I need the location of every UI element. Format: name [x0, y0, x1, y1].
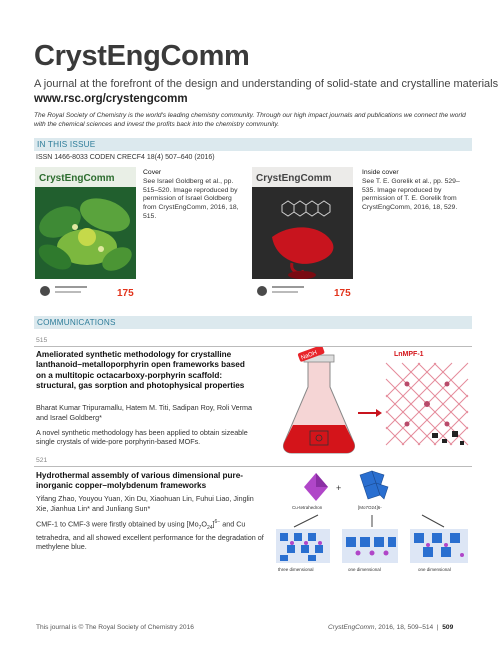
flask-tag-label: NaOH [300, 350, 319, 362]
dim-label: one dimensional [418, 567, 451, 572]
mo-cluster-label: [Mo7O24]6- [358, 505, 382, 510]
abstract-part: O [201, 519, 207, 529]
dim-label: one dimensional [348, 567, 381, 572]
abstract-subscript: 24 [206, 524, 213, 531]
front-cover-caption [143, 169, 247, 222]
front-cover-image[interactable] [35, 167, 136, 304]
cover-title-text: CrystEngComm [39, 173, 115, 184]
front-cover-text: See Israel Goldberg et al., pp. 515–520. Image reproduced by permission of Israel Goldberg from CrystEngComm, 2016, 18, 515. [143, 177, 239, 220]
rsc-statement: The Royal Society of Chemistry is the world's leading chemistry community. Through our high impact journals and publications we connect the world with the chemical sciences and invest the profits back into the chemistry community. [34, 112, 466, 128]
article-title-link[interactable]: Hydrothermal assembly of various dimensional pure-inorganic copper–molybdenum frameworks [36, 471, 244, 491]
cu-tetrahedron-label: Cu-tetrahedron [292, 505, 323, 510]
journal-title: CrystEngComm [34, 40, 250, 72]
article-1-graphic[interactable] [272, 347, 472, 459]
abstract-part: CMF-1 to CMF-3 were firstly obtained by using [Mo [36, 519, 199, 529]
communications-heading: COMMUNICATIONS [34, 316, 472, 329]
inside-cover-text: See T. E. Gorelik et al., pp. 529–535. Image reproduced by permission of T. E. Gorelik from CrystEngComm, 2016, 18, 529. [362, 177, 460, 212]
abstract-subscript: 7 [198, 524, 202, 531]
journal-url-link[interactable]: www.rsc.org/crystengcomm [34, 93, 188, 105]
issn-line: ISSN 1466-8033 CODEN CRECF4 18(4) 507–640 (2016) [36, 154, 215, 161]
framework-label: LnMPF-1 [394, 351, 424, 358]
journal-tagline: A journal at the forefront of the design and understanding of solid-state and crystalline materials [34, 78, 499, 90]
abstract-superscript: 6− [214, 519, 221, 525]
footer-citation: CrystEngComm, 2016, 18, 509–514 | 509 [328, 624, 454, 631]
article-title-link[interactable]: Ameliorated synthetic methodology for crystalline lanthanoid–metalloporphyrin open frameworks based on a multitopic octacarboxy-porphyrin scaffold: structural, gas sorption and photophysical properties [36, 350, 245, 391]
cover-title-text: CrystEngComm [256, 173, 332, 184]
article-abstract: A novel synthetic methodology has been applied to obtain sizeable single crystals of wide-pore porphyrin-based MOFs. [36, 428, 248, 447]
front-cover-label: Cover [143, 169, 162, 176]
article-page-number: 521 [36, 457, 48, 464]
footer-journal: CrystEngComm [328, 624, 375, 631]
abstract-part: and Cu tetrahedra, and all showed excellent performance for the degradation of methylene blue. [36, 519, 264, 552]
svg-text:+: + [336, 483, 342, 493]
inside-cover-image[interactable] [252, 167, 353, 304]
article-2-graphic[interactable] [272, 467, 472, 575]
article-page-number: 515 [36, 337, 48, 344]
article-abstract: CMF-1 to CMF-3 were firstly obtained by using $[Mo_7O_{24}]^{6-}$ and Cu tetrahedra, and all showed excellent performance for the degradation of methylene blue. [36, 519, 264, 552]
footer-citation-rest: , 2016, 18, 509–514 [374, 624, 434, 631]
inside-cover-caption [362, 169, 466, 213]
article-authors: Yifang Zhao, Youyou Yuan, Xin Du, Xiaohuan Lin, Fuhui Liao, Jinglin Xie, Jianhua Lin* and Junliang Sun* [36, 494, 254, 513]
inside-cover-label: Inside cover [362, 169, 399, 176]
dim-label: three dimensional [278, 567, 314, 572]
footer-page-number: 509 [442, 624, 454, 631]
cover-anniversary-badge: 175 [117, 288, 134, 299]
article-authors: Bharat Kumar Tripuramallu, Hatem M. Titi, Sadipan Roy, Roli Verma and Israel Goldberg* [36, 403, 252, 422]
cover-anniversary-badge: 175 [334, 288, 351, 299]
in-this-issue-heading: IN THIS ISSUE [34, 138, 472, 151]
footer-copyright: This journal is © The Royal Society of Chemistry 2016 [36, 624, 194, 631]
